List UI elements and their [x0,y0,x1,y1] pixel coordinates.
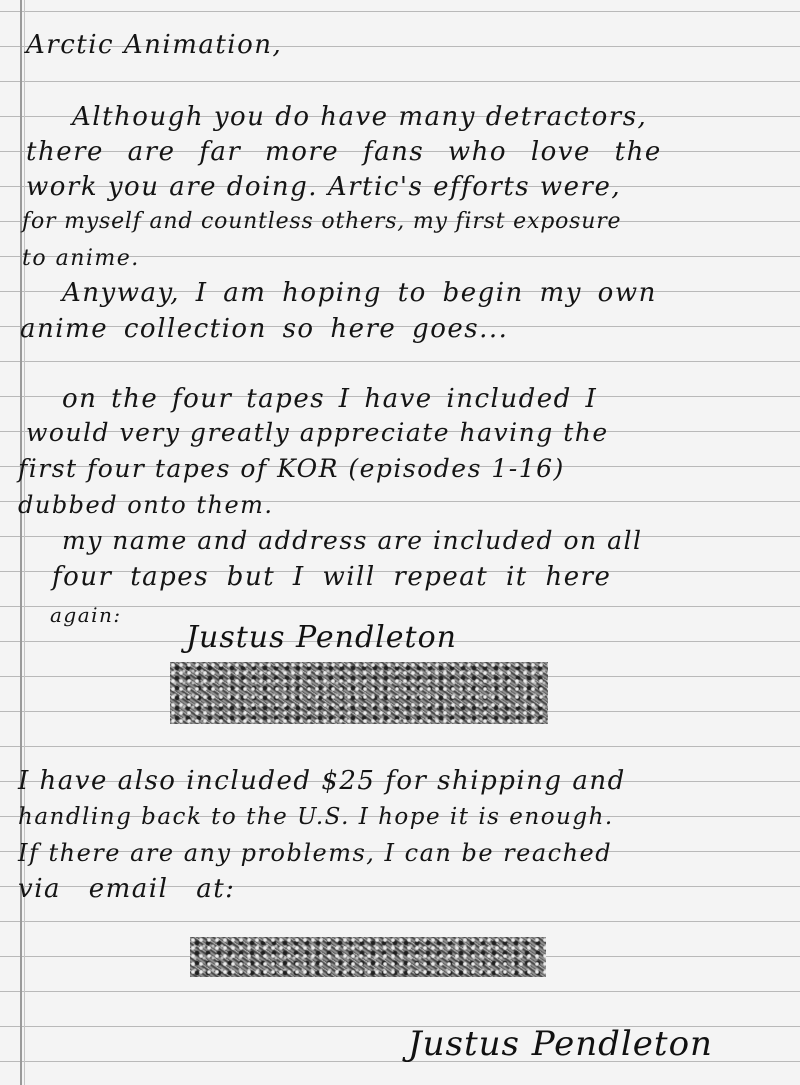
margin-line [20,0,22,1085]
letter-line: on the four tapes I have included I [62,384,598,414]
letter-line: anime collection so here goes... [20,314,509,344]
letter-line: again: [50,603,122,627]
redacted-email [190,937,546,977]
letter-line: there are far more fans who love the [26,137,662,167]
closing-line: via email at: [18,874,236,904]
letter-line: for myself and countless others, my first exposure [22,209,622,234]
redacted-address [170,662,548,724]
letter-line: my name and address are included on all [62,526,643,555]
address-name: Justus Pendleton [186,620,457,655]
salutation: Arctic Animation, [26,30,283,60]
closing-line: handling back to the U.S. I hope it is enough. [18,804,614,830]
letter-line: dubbed onto them. [18,491,274,519]
letter-line: Anyway, I am hoping to begin my own [62,278,657,308]
closing-line: I have also included $25 for shipping and [18,766,626,796]
letter-line: four tapes but I will repeat it here [52,562,612,592]
letter-line: Although you do have many detractors, [72,102,648,132]
margin-line-inner [24,0,25,1085]
letter-line: to anime. [22,246,140,271]
letter-line: first four tapes of KOR (episodes 1-16) [18,454,565,483]
letter-line: work you are doing. Artic's efforts were, [26,172,622,202]
letter-line: would very greatly appreciate having the [26,418,609,447]
signature: Justus Pendleton [408,1024,713,1064]
closing-line: If there are any problems, I can be reached [18,839,613,867]
